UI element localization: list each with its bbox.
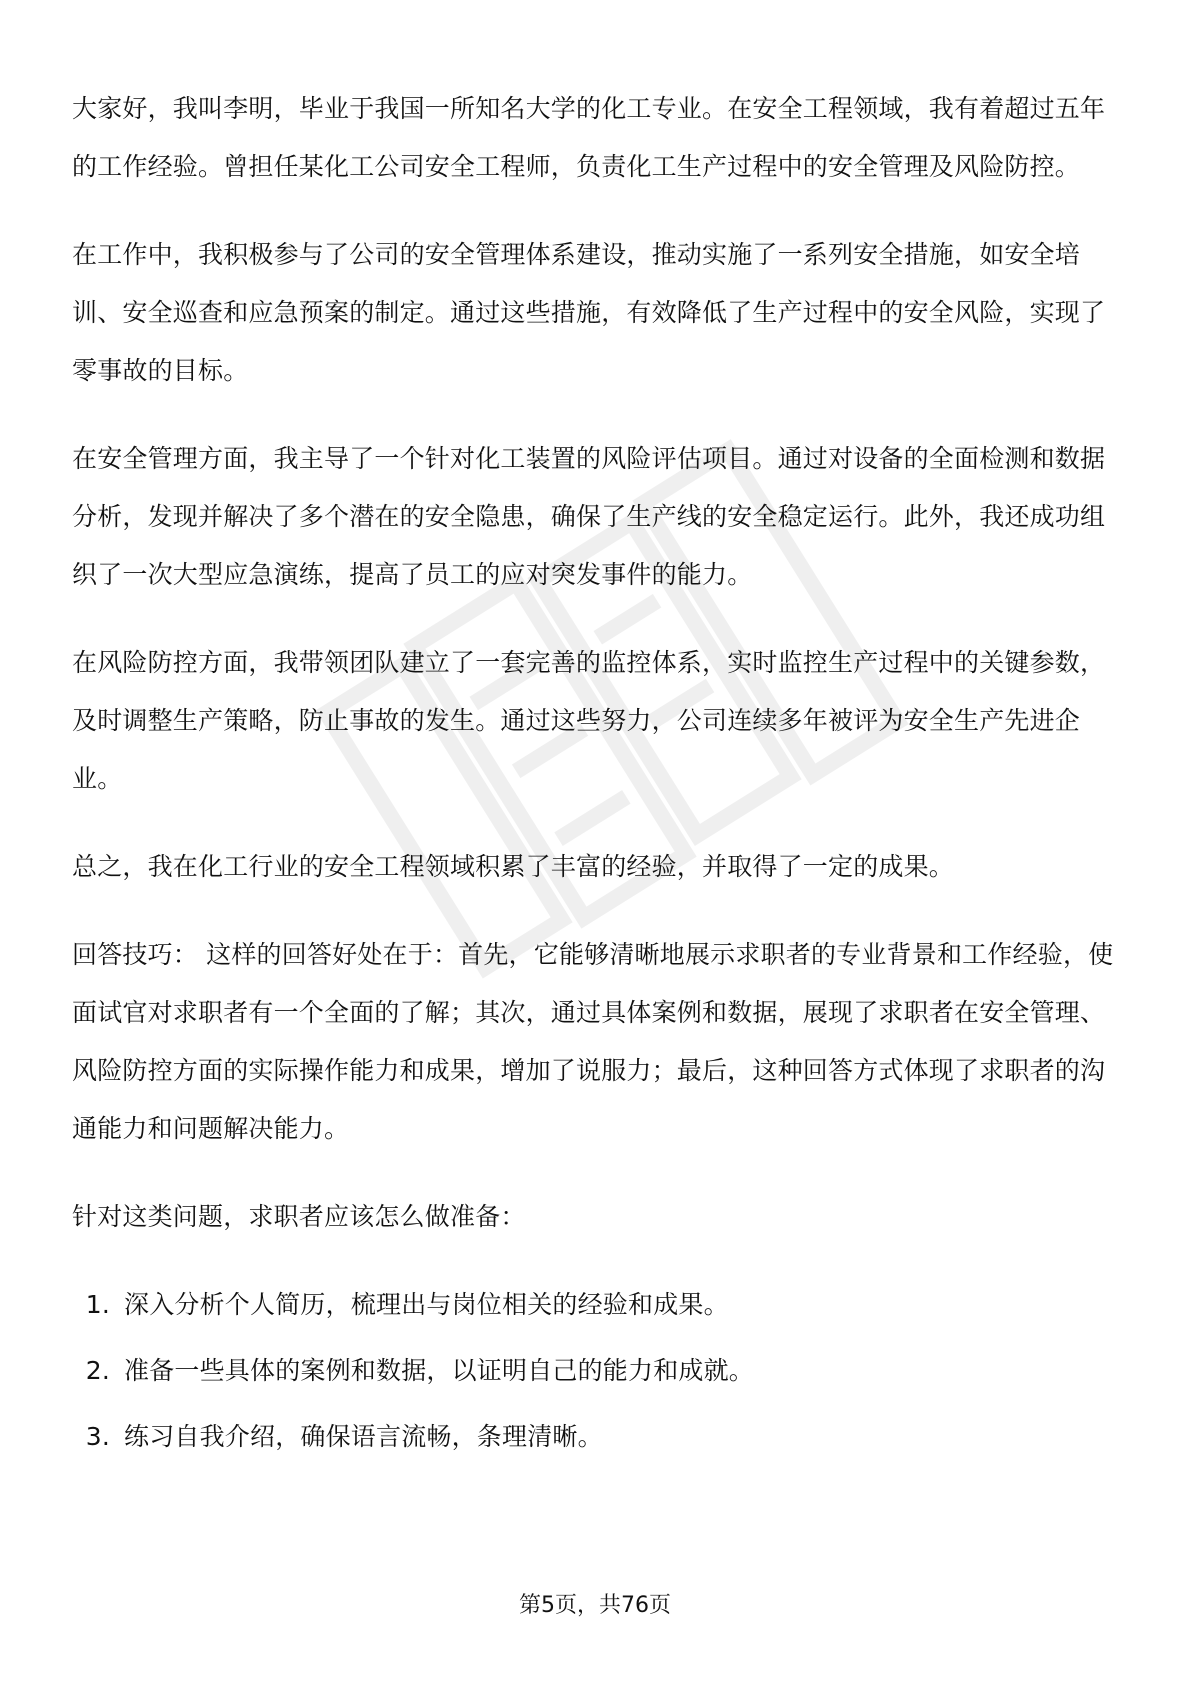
page-footer: [0, 1590, 1190, 1622]
paragraph-intro: 大家好，我叫李明，毕业于我国一所知名大学的化工专业。在安全工程领域，我有着超过五年的工作经验。曾担任某化工公司安全工程师，负责化工生产过程中的安全管理及风险防控。: [72, 94, 1106, 181]
paragraph-safety-management: 在安全管理方面，我主导了一个针对化工装置的风险评估项目。通过对设备的全面检测和数据分析，发现并解决了多个潜在的安全隐患，确保了生产线的安全稳定运行。此外，我还成功组织了一次大型应急演练，提高了员工的应对突发事件的能力。: [72, 444, 1106, 589]
list-item: [72, 1342, 1120, 1400]
paragraph-risk-control: 在风险防控方面，我带领团队建立了一套完善的监控体系，实时监控生产过程中的关键参数，及时调整生产策略，防止事故的发生。通过这些努力，公司连续多年被评为安全生产先进企业。: [72, 648, 1106, 793]
list-number: 1.: [85, 1290, 110, 1319]
list-number: 2.: [85, 1356, 110, 1385]
paragraph-answer-tips: 回答技巧： 这样的回答好处在于：首先，它能够清晰地展示求职者的专业背景和工作经验，使面试官对求职者有一个全面的了解；其次，通过具体案例和数据，展现了求职者在安全管理、风险防控方面的实际操作能力和成果，增加了说服力；最后，这种回答方式体现了求职者的沟通能力和问题解决能力。: [72, 940, 1114, 1143]
list-number: 3.: [85, 1422, 110, 1451]
list-text: 深入分析个人简历，梳理出与岗位相关的经验和成果。: [124, 1290, 729, 1319]
list-text: 练习自我介绍，确保语言流畅，条理清晰。: [124, 1422, 603, 1451]
paragraph-summary: 总之，我在化工行业的安全工程领域积累了丰富的经验，并取得了一定的成果。: [72, 852, 955, 881]
page-number-label: 第5页，共76页: [519, 1593, 671, 1618]
paragraph-work: 在工作中，我积极参与了公司的安全管理体系建设，推动实施了一系列安全措施，如安全培训、安全巡查和应急预案的制定。通过这些措施，有效降低了生产过程中的安全风险，实现了零事故的目标。: [72, 240, 1106, 385]
document-body: [72, 80, 1120, 1474]
list-item: [72, 1276, 1120, 1334]
list-text: 准备一些具体的案例和数据，以证明自己的能力和成就。: [124, 1356, 755, 1385]
list-item: [72, 1408, 1120, 1466]
paragraph-preparation-heading: 针对这类问题，求职者应该怎么做准备：: [72, 1202, 526, 1231]
preparation-list: [72, 1276, 1120, 1466]
